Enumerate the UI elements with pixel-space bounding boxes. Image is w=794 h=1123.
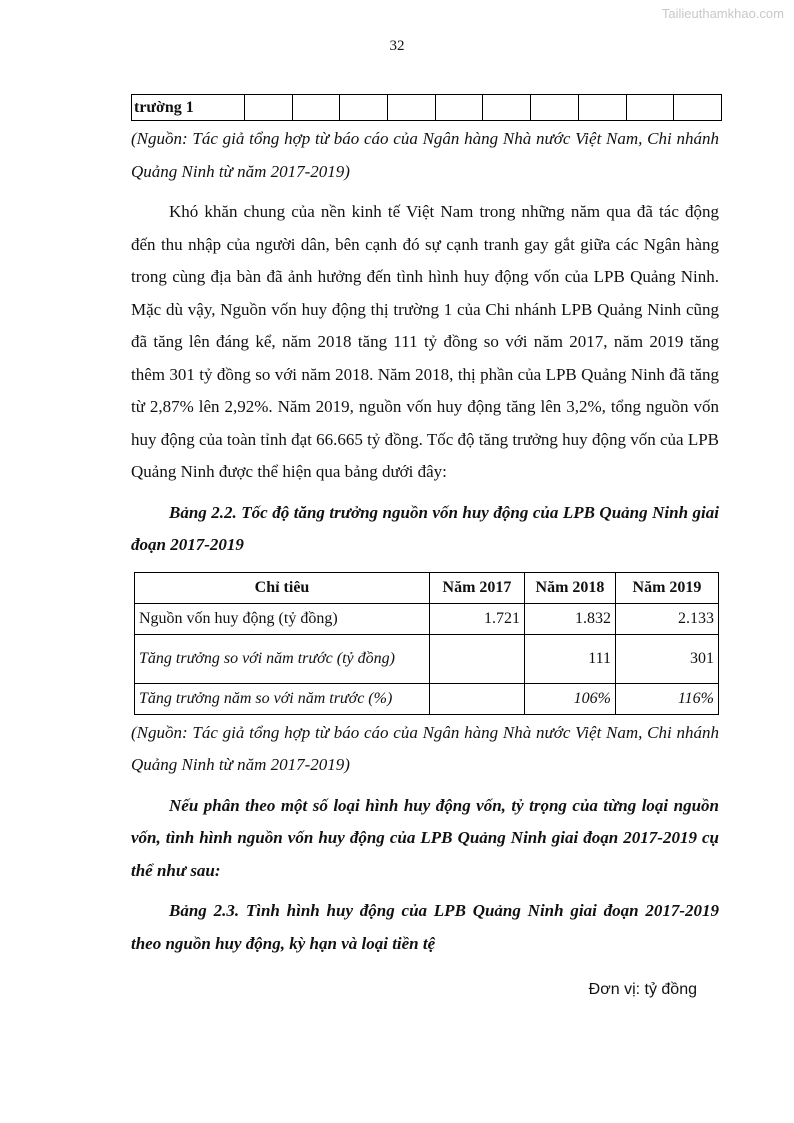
table-cell	[483, 95, 531, 121]
page-number: 32	[389, 38, 405, 54]
table-cell	[430, 634, 525, 683]
table-row	[135, 683, 719, 714]
unit-label: Đơn vị: tỷ đồng	[588, 981, 697, 998]
table-cell	[578, 95, 626, 121]
table-cell	[435, 95, 483, 121]
table-cell: 116%	[616, 683, 719, 714]
table-cell: Nguồn vốn huy động (tỷ đồng)	[135, 603, 430, 634]
table-cell	[340, 95, 388, 121]
table-cell	[674, 95, 722, 121]
table-cell	[245, 95, 293, 121]
table-cell: 1.721	[430, 603, 525, 634]
table-cell: Tăng trưởng so với năm trước (tỷ đồng)	[135, 634, 430, 683]
table-cell	[430, 683, 525, 714]
continued-table	[131, 94, 722, 121]
column-header: Năm 2019	[616, 572, 719, 603]
table-cell: Tăng trưởng năm so với năm trước (%)	[135, 683, 430, 714]
table-cell: 106%	[525, 683, 616, 714]
column-header: Chỉ tiêu	[135, 572, 430, 603]
source-note: (Nguồn: Tác giả tổng hợp từ báo cáo của Ngân hàng Nhà nước Việt Nam, Chi nhánh Quảng Ninh từ năm 2017-2019)	[131, 722, 719, 774]
section-intro: Nếu phân theo một số loại hình huy động vốn, tỷ trọng của từng loại nguồn vốn, tình hình nguồn vốn huy động của LPB Quảng Ninh giai đoạn 2017-2019 cụ thể như sau:	[131, 795, 719, 880]
source-note: (Nguồn: Tác giả tổng hợp từ báo cáo của Ngân hàng Nhà nước Việt Nam, Chi nhánh Quảng Ninh từ năm 2017-2019)	[131, 129, 719, 181]
column-header: Năm 2017	[430, 572, 525, 603]
body-paragraph: Khó khăn chung của nền kinh tế Việt Nam trong những năm qua đã tác động đến thu nhập của người dân, bên cạnh đó sự cạnh tranh gay gắt giữa các Ngân hàng trong cùng địa bàn đã ảnh hưởng đến tình hình huy động vốn của LPB Quảng Ninh. Mặc dù vậy, Nguồn vốn huy động thị trường 1 của Chi nhánh LPB Quảng Ninh cũng đã tăng lên đáng kể, năm 2018 tăng 111 tỷ đồng so với năm 2017, năm 2019 tăng thêm 301 tỷ đồng so với năm 2018. Năm 2018, thị phần của LPB Quảng Ninh đã tăng từ 2,87% lên 2,92%. Năm 2019, nguồn vốn huy động tăng lên 3,2%, tổng nguồn vốn huy động của toàn tỉnh đạt 66.665 tỷ đồng. Tốc độ tăng trưởng huy động vốn của LPB Quảng Ninh được thể hiện qua bảng dưới đây:	[131, 202, 719, 481]
table-caption: Bảng 2.3. Tình hình huy động của LPB Quảng Ninh giai đoạn 2017-2019 theo nguồn huy động, kỳ hạn và loại tiền tệ	[131, 901, 719, 953]
table-cell: 1.832	[525, 603, 616, 634]
table-cell: 111	[525, 634, 616, 683]
column-header: Năm 2018	[525, 572, 616, 603]
table-cell	[292, 95, 340, 121]
watermark: Tailieuthamkhao.com	[661, 6, 784, 21]
table-cell	[531, 95, 579, 121]
table-caption: Bảng 2.2. Tốc độ tăng trưởng nguồn vốn huy động của LPB Quảng Ninh giai đoạn 2017-2019	[131, 502, 719, 554]
table-cell	[626, 95, 674, 121]
table-cell: trường 1	[132, 95, 245, 121]
table-row	[132, 95, 722, 121]
table-row	[135, 634, 719, 683]
table-cell: 301	[616, 634, 719, 683]
table-row	[135, 603, 719, 634]
table-cell	[388, 95, 436, 121]
page-content	[131, 94, 719, 1007]
table-cell: 2.133	[616, 603, 719, 634]
table-header-row	[135, 572, 719, 603]
growth-table	[134, 572, 719, 715]
